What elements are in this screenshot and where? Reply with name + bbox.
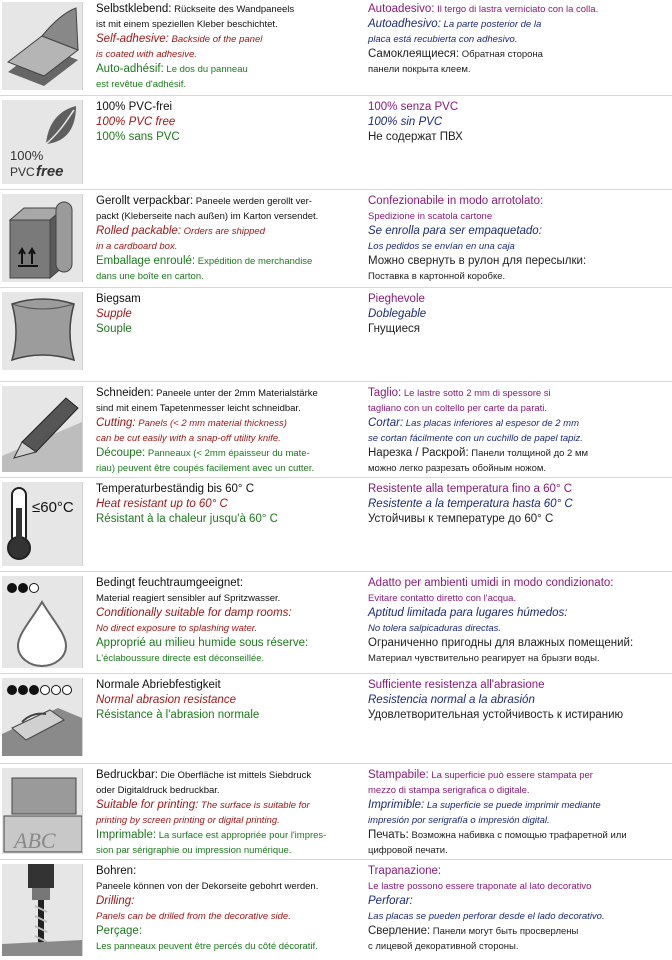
feature-description: Les panneaux peuvent être percés du côté décoratif. — [96, 941, 318, 952]
feature-description: No direct exposure to splashing water. — [96, 623, 258, 634]
right-column-text — [368, 386, 664, 476]
feature-heading: Biegsam — [96, 293, 141, 305]
rating-dot-empty — [41, 686, 50, 695]
row-divider — [0, 287, 672, 288]
thermometer-icon — [2, 482, 83, 566]
feature-description: ist mit einem speziellen Kleber beschichtet. — [96, 19, 278, 30]
text-line — [368, 678, 664, 693]
text-line — [368, 768, 664, 783]
feature-description: La surface est appropriée pour l'impres- — [156, 830, 327, 841]
feature-heading: 100% PVC free — [96, 116, 176, 128]
abrasion-sponge-icon — [2, 678, 83, 756]
feature-description: панели покрыта клеем. — [368, 64, 471, 75]
text-line — [368, 828, 664, 843]
feature-row — [0, 192, 672, 286]
text-line — [96, 828, 364, 843]
feature-description: Поставка в картонной коробке. — [368, 271, 506, 282]
text-line — [368, 416, 664, 431]
feature-description: Material reagiert sensibler auf Spritzwasser. — [96, 593, 281, 604]
text-line — [368, 864, 664, 879]
text-line — [96, 813, 364, 828]
feature-row — [0, 98, 672, 188]
text-line — [368, 482, 664, 497]
feature-description: mezzo di stampa serigrafica o digitale. — [368, 785, 530, 796]
feature-row — [0, 0, 672, 94]
feature-heading: Resistencia normal a la abrasión — [368, 694, 535, 706]
feature-description: packt (Kleberseite nach außen) im Karton versendet. — [96, 211, 319, 222]
text-line — [96, 939, 364, 954]
text-line — [96, 401, 364, 416]
feature-heading: Rolled packable: — [96, 225, 182, 237]
text-line — [368, 431, 664, 446]
text-line — [368, 591, 664, 606]
left-column-text — [96, 2, 364, 92]
right-column-text — [368, 678, 664, 723]
feature-description: с лицевой декоративной стороны. — [368, 941, 519, 952]
text-line — [96, 224, 364, 239]
feature-heading: 100% PVC-frei — [96, 101, 173, 113]
right-column-text — [368, 768, 664, 858]
feature-description: No tolera salpicaduras directas. — [368, 623, 502, 634]
feature-heading: Supple — [96, 308, 132, 320]
icon-label: ≤60°C — [32, 499, 74, 516]
text-line — [96, 77, 364, 92]
text-line — [368, 254, 664, 269]
text-line — [96, 386, 364, 401]
text-line — [96, 606, 364, 621]
feature-row — [0, 862, 672, 958]
text-line — [368, 813, 664, 828]
feature-heading: 100% senza PVC — [368, 101, 459, 113]
feature-description: sind mit einem Tapetenmesser leicht schneidbar. — [96, 403, 301, 414]
text-line — [96, 461, 364, 476]
self-adhesive-peel-icon — [2, 2, 83, 90]
row-divider — [0, 189, 672, 190]
feature-heading: Bedruckbar: — [96, 769, 159, 781]
feature-description: Orders are shipped — [181, 226, 265, 237]
left-column-text — [96, 576, 364, 666]
text-line — [96, 100, 364, 115]
feature-description: La superficie se puede imprimir mediante — [424, 800, 601, 811]
feature-heading: Pieghevole — [368, 293, 425, 305]
feature-heading: 100% sin PVC — [368, 116, 443, 128]
text-line — [96, 497, 364, 512]
feature-heading: Trapanazione: — [368, 865, 442, 877]
text-line — [368, 843, 664, 858]
feature-heading: Удовлетворительная устойчивость к истиранию — [368, 709, 624, 721]
feature-description: Le lastre possono essere traponate al lato decorativo — [368, 881, 592, 892]
feature-heading: Bohren: — [96, 865, 137, 877]
feature-row — [0, 766, 672, 858]
feature-heading: Perforar: — [368, 895, 413, 907]
feature-description: tagliano con un coltello per carte da parati. — [368, 403, 548, 414]
feature-heading: Heat resistant up to 60° C — [96, 498, 228, 510]
feature-heading: Schneiden: — [96, 387, 154, 399]
flexible-panel-icon — [2, 292, 83, 370]
rating-dot-empty — [30, 584, 39, 593]
feature-description: impresión por serigrafía o impresión digital. — [368, 815, 550, 826]
row-divider — [0, 859, 672, 860]
text-line — [96, 909, 364, 924]
feature-heading: Doblegable — [368, 308, 427, 320]
feature-heading: Ограниченно пригодны для влажных помещений: — [368, 637, 634, 649]
text-line — [96, 62, 364, 77]
text-line — [368, 62, 664, 77]
feature-description: La parte posterior de la — [440, 19, 542, 30]
feature-heading: Сверление: — [368, 925, 431, 937]
feature-description: Panneaux (< 2mm épaisseur du mate- — [145, 448, 310, 459]
row-divider — [0, 673, 672, 674]
feature-heading: Résistant à la chaleur jusqu'à 60° C — [96, 513, 278, 525]
rating-dot-filled — [8, 686, 17, 695]
rating-dot-empty — [52, 686, 61, 695]
feature-heading: Печать: — [368, 829, 409, 841]
feature-description: Обратная сторона — [459, 49, 543, 60]
feature-row — [0, 480, 672, 570]
text-line — [368, 322, 664, 337]
feature-description: Le lastre sotto 2 mm di spessore si — [401, 388, 551, 399]
feature-heading: Не содержат ПВХ — [368, 131, 463, 143]
feature-heading: Cutting: — [96, 417, 136, 429]
text-line — [368, 636, 664, 651]
text-line — [368, 47, 664, 62]
right-column-text — [368, 194, 664, 284]
feature-description: sion par sérigraphie ou impression numérique. — [96, 845, 292, 856]
text-line — [96, 798, 364, 813]
feature-description: Evitare contatto diretto con l'acqua. — [368, 593, 517, 604]
feature-heading: 100% sans PVC — [96, 131, 180, 143]
text-line — [368, 708, 664, 723]
feature-heading: Emballage enroulé: — [96, 255, 196, 267]
right-column-text — [368, 292, 664, 337]
text-line — [96, 322, 364, 337]
feature-description: in a cardboard box. — [96, 241, 178, 252]
text-line — [96, 678, 364, 693]
left-column-text — [96, 678, 364, 723]
feature-heading: Self-adhesive: — [96, 33, 169, 45]
right-column-text — [368, 2, 664, 77]
rating-dot-empty — [63, 686, 72, 695]
feature-heading: Suitable for printing: — [96, 799, 199, 811]
feature-description: Paneele werden gerollt ver- — [193, 196, 312, 207]
feature-heading: Conditionally suitable for damp rooms: — [96, 607, 292, 619]
text-line — [368, 2, 664, 17]
feature-heading: Stampabile: — [368, 769, 429, 781]
left-column-text — [96, 386, 364, 476]
text-line — [96, 651, 364, 666]
text-line — [96, 843, 364, 858]
feature-heading: Drilling: — [96, 895, 135, 907]
left-column-text — [96, 292, 364, 337]
feature-description: Материал чувствительно реагирует на брызги воды. — [368, 653, 600, 664]
feature-heading: Approprié au milieu humide sous réserve: — [96, 637, 309, 649]
feature-heading: Perçage: — [96, 925, 143, 937]
feature-description: The surface is suitable for — [198, 800, 310, 811]
right-column-text — [368, 576, 664, 666]
feature-heading: Selbstklebend: — [96, 3, 172, 15]
row-divider — [0, 95, 672, 96]
row-divider — [0, 571, 672, 572]
text-line — [368, 909, 664, 924]
text-line — [96, 194, 364, 209]
text-line — [368, 924, 664, 939]
text-line — [96, 621, 364, 636]
right-column-text — [368, 100, 664, 145]
feature-description: est revêtue d'adhésif. — [96, 79, 187, 90]
feature-heading: Нарезка / Раскрой: — [368, 447, 469, 459]
text-line — [96, 864, 364, 879]
feature-heading: Confezionabile in modo arrotolato: — [368, 195, 544, 207]
icon-label: ABC — [14, 828, 56, 853]
feature-heading: Resistente alla temperatura fino a 60° C — [368, 483, 573, 495]
feature-heading: Самоклеящиеся: — [368, 48, 460, 60]
text-line — [96, 292, 364, 307]
water-drop-icon — [2, 576, 83, 668]
text-line — [368, 386, 664, 401]
text-line — [368, 576, 664, 591]
feature-description: можно легко разрезать обойным ножом. — [368, 463, 547, 474]
text-line — [96, 17, 364, 32]
feature-heading: Résistance à l'abrasion normale — [96, 709, 260, 721]
text-line — [96, 307, 364, 322]
text-line — [96, 591, 364, 606]
row-divider — [0, 477, 672, 478]
feature-heading: Gerollt verpackbar: — [96, 195, 194, 207]
feature-heading: Гнущиеся — [368, 323, 420, 335]
feature-heading: Imprimable: — [96, 829, 157, 841]
rating-dot-filled — [30, 686, 39, 695]
feature-heading: Resistente a la temperatura hasta 60° C — [368, 498, 573, 510]
feature-description: placa está recubierta con adhesivo. — [368, 34, 518, 45]
text-line — [96, 768, 364, 783]
text-line — [96, 32, 364, 47]
text-line — [96, 576, 364, 591]
text-line — [96, 254, 364, 269]
rating-dot-filled — [19, 686, 28, 695]
feature-heading: Imprimible: — [368, 799, 425, 811]
icon-label: free — [36, 163, 64, 180]
drill-icon — [2, 864, 83, 956]
text-line — [96, 512, 364, 527]
text-line — [96, 239, 364, 254]
feature-heading: Se enrolla para ser empaquetado: — [368, 225, 542, 237]
text-line — [368, 269, 664, 284]
feature-heading: Auto-adhésif: — [96, 63, 164, 75]
text-line — [368, 239, 664, 254]
left-column-text — [96, 482, 364, 527]
row-divider — [0, 381, 672, 382]
feature-description: Il tergo di lastra verniciato con la colla. — [434, 4, 599, 15]
feature-description: Paneele unter der 2mm Materialstärke — [153, 388, 318, 399]
left-column-text — [96, 100, 364, 145]
text-line — [96, 693, 364, 708]
feature-heading: Découpe: — [96, 447, 146, 459]
feature-description: Los pedidos se envían en una caja — [368, 241, 515, 252]
feature-heading: Autoadesivo: — [368, 3, 435, 15]
left-column-text — [96, 194, 364, 284]
feature-description: Expédition de merchandise — [195, 256, 313, 267]
feature-description: Le dos du panneau — [163, 64, 248, 75]
text-line — [96, 708, 364, 723]
feature-heading: Cortar: — [368, 417, 404, 429]
feature-heading: Adatto per ambienti umidi in modo condizionato: — [368, 577, 614, 589]
text-line — [96, 130, 364, 145]
text-line — [368, 32, 664, 47]
rating-dot-filled — [19, 584, 28, 593]
text-line — [368, 115, 664, 130]
cutter-knife-icon — [2, 386, 83, 472]
text-line — [368, 401, 664, 416]
text-line — [368, 512, 664, 527]
feature-heading: Normale Abriebfestigkeit — [96, 679, 221, 691]
feature-description: Панели толщиной до 2 мм — [468, 448, 589, 459]
feature-description: Backside of the panel — [168, 34, 263, 45]
text-line — [96, 209, 364, 224]
right-column-text — [368, 482, 664, 527]
printer-icon — [2, 768, 83, 854]
text-line — [96, 894, 364, 909]
text-line — [368, 130, 664, 145]
text-line — [368, 621, 664, 636]
text-line — [96, 115, 364, 130]
feature-description: is coated with adhesive. — [96, 49, 197, 60]
feature-row — [0, 384, 672, 476]
text-line — [96, 446, 364, 461]
feature-description: Панели могут быть просверлены — [430, 926, 579, 937]
text-line — [96, 879, 364, 894]
rating-dot-filled — [8, 584, 17, 593]
feature-heading: Temperaturbeständig bis 60° C — [96, 483, 255, 495]
text-line — [96, 924, 364, 939]
text-line — [368, 497, 664, 512]
feature-heading: Normal abrasion resistance — [96, 694, 236, 706]
text-line — [96, 431, 364, 446]
feature-heading: Taglio: — [368, 387, 402, 399]
right-column-text — [368, 864, 664, 954]
feature-description: Paneele können von der Dekorseite gebohrt werden. — [96, 881, 319, 892]
text-line — [368, 894, 664, 909]
feature-heading: Можно свернуть в рулон для пересылки: — [368, 255, 587, 267]
text-line — [368, 606, 664, 621]
feature-description: Panels can be drilled from the decorative side. — [96, 911, 291, 922]
feature-description: can be cut easily with a snap-off utility knife. — [96, 433, 281, 444]
feature-description: printing by screen printing or digital printing. — [96, 815, 280, 826]
icon-label: PVC — [10, 165, 35, 179]
row-divider — [0, 763, 672, 764]
text-line — [368, 100, 664, 115]
pvc-free-leaf-icon — [2, 100, 83, 184]
text-line — [368, 798, 664, 813]
feature-heading: Bedingt feuchtraumgeeignet: — [96, 577, 244, 589]
feature-description: Spedizione in scatola cartone — [368, 211, 493, 222]
feature-heading: Autoadhesivo: — [368, 18, 441, 30]
feature-description: L'éclaboussure directe est déconseillée. — [96, 653, 265, 664]
text-line — [96, 783, 364, 798]
text-line — [96, 482, 364, 497]
text-line — [368, 17, 664, 32]
feature-description: riau) peuvent être coupés facilement avec un cutter. — [96, 463, 315, 474]
text-line — [368, 307, 664, 322]
left-column-text — [96, 768, 364, 858]
text-line — [96, 2, 364, 17]
feature-description: La superficie può essere stampata per — [428, 770, 593, 781]
feature-row — [0, 290, 672, 380]
icon-label: 100% — [10, 148, 44, 163]
feature-description: se cortan fácilmente con un cuchillo de papel tapiz. — [368, 433, 583, 444]
feature-description: oder Digitaldruck bedruckbar. — [96, 785, 220, 796]
feature-heading: Sufficiente resistenza all'abrasione — [368, 679, 545, 691]
text-line — [96, 416, 364, 431]
feature-heading: Устойчивы к температуре до 60° C — [368, 513, 554, 525]
feature-description: Panels (< 2 mm material thickness) — [135, 418, 287, 429]
feature-description: Возможна набивка с помощью трафаретной или — [408, 830, 627, 841]
text-line — [368, 651, 664, 666]
feature-description: dans une boîte en carton. — [96, 271, 204, 282]
feature-description: Las placas se pueden perforar desde el lado decorativo. — [368, 911, 605, 922]
text-line — [368, 446, 664, 461]
text-line — [96, 269, 364, 284]
text-line — [96, 636, 364, 651]
text-line — [368, 461, 664, 476]
feature-heading: Souple — [96, 323, 132, 335]
text-line — [368, 939, 664, 954]
left-column-text — [96, 864, 364, 954]
feature-description: Die Oberfläche ist mittels Siebdruck — [158, 770, 312, 781]
text-line — [368, 209, 664, 224]
feature-row — [0, 574, 672, 672]
feature-description: цифровой печати. — [368, 845, 448, 856]
feature-description: Rückseite des Wandpaneels — [171, 4, 295, 15]
text-line — [96, 47, 364, 62]
text-line — [368, 693, 664, 708]
text-line — [368, 292, 664, 307]
text-line — [368, 879, 664, 894]
feature-heading: Aptitud limitada para lugares húmedos: — [368, 607, 568, 619]
text-line — [368, 224, 664, 239]
text-line — [368, 194, 664, 209]
text-line — [368, 783, 664, 798]
rolled-package-icon — [2, 194, 83, 282]
feature-description: Las placas inferiores al espesor de 2 mm — [403, 418, 579, 429]
feature-row — [0, 676, 672, 762]
